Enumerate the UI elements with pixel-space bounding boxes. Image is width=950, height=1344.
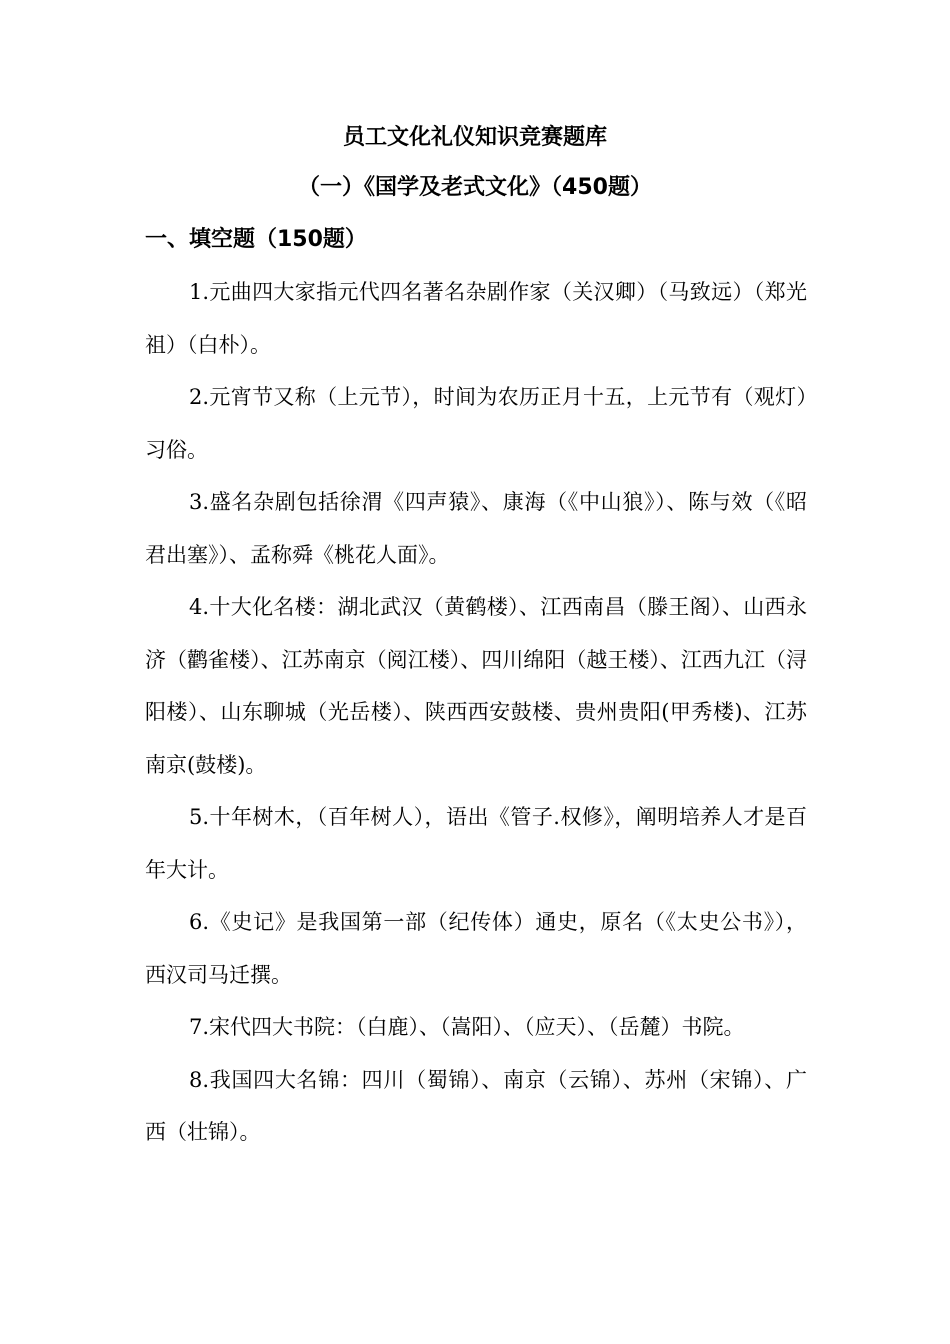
question-item-8: 8.我国四大名锦：四川（蜀锦）、南京（云锦）、苏州（宋锦）、广西（壮锦）。 [145, 1067, 807, 1144]
document-subtitle: （一）《国学及老式文化》（450题） [298, 175, 652, 200]
question-item-2: 2.元宵节又称（上元节），时间为农历正月十五，上元节有（观灯）习俗。 [145, 385, 807, 462]
question-item-3: 3.盛名杂剧包括徐渭《四声猿》、康海（《中山狼》）、陈与效（《昭君出塞》）、孟称舜《桃花人面》。 [145, 490, 807, 567]
question-item-5: 5.十年树木，（百年树人），语出《管子.权修》，阐明培养人才是百年大计。 [145, 805, 807, 882]
question-item-7: 7.宋代四大书院：（白鹿）、（嵩阳）、（应天）、（岳麓）书院。 [189, 1015, 745, 1039]
question-item-6: 6.《史记》是我国第一部（纪传体）通史，原名（《太史公书》），西汉司马迁撰。 [145, 910, 807, 987]
question-item-4: 4.十大化名楼：湖北武汉（黄鹤楼）、江西南昌（滕王阁）、山西永济（鹳雀楼）、江苏南京（阅江楼）、四川绵阳（越王楼）、江西九江（浔阳楼）、山东聊城（光岳楼）、陕西西安鼓楼、贵州贵阳(甲秀楼)、江苏南京(鼓楼)。 [145, 595, 807, 777]
document-title: 员工文化礼仪知识竞赛题库 [342, 125, 607, 150]
question-item-1: 1.元曲四大家指元代四名著名杂剧作家（关汉卿）（马致远）（郑光祖）（白朴）。 [145, 280, 807, 357]
question-list [145, 266, 807, 1159]
section-heading: 一、填空题（150题） [145, 227, 367, 252]
